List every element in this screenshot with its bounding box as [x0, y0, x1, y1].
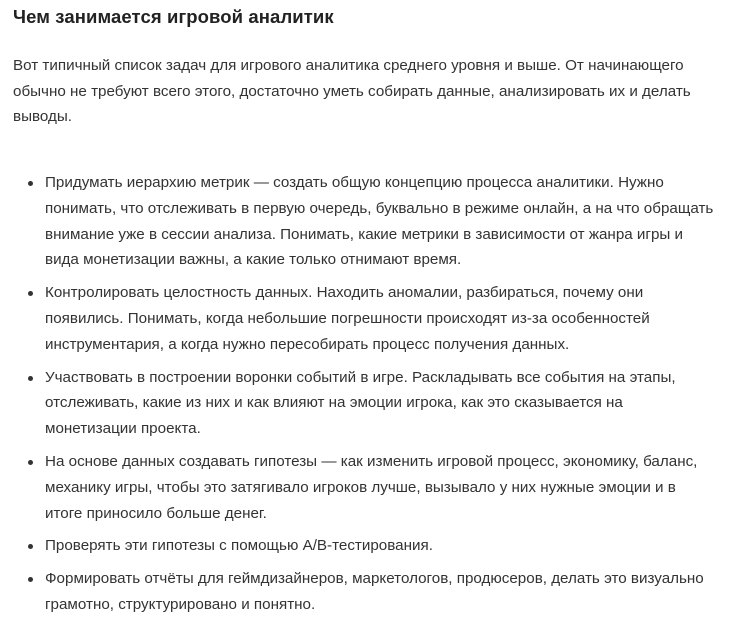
intro-paragraph — [13, 53, 751, 130]
list-item-line: Проверять эти гипотезы с помощью A/B-тестирования. — [45, 537, 433, 555]
list-item-line: Формировать отчёты для геймдизайнеров, маркетологов, продюсеров, делать это визуально — [45, 570, 704, 588]
list-item — [13, 533, 753, 559]
list-item-line: Контролировать целостность данных. Находить аномалии, разбираться, почему они — [45, 284, 644, 302]
bullet-icon — [28, 577, 33, 582]
list-item-line: Придумать иерархию метрик — создать общую концепцию процесса аналитики. Нужно — [45, 174, 664, 191]
list-item-line: грамотно, структурировано и понятно. — [45, 595, 316, 613]
list-item-line: понимать, что отслеживать в первую очередь, буквально в режиме онлайн, а на что обращать — [45, 199, 714, 217]
list-item-line: инструментария, а когда нужно пересобирать процесс получения данных. — [45, 335, 570, 353]
bullet-icon — [28, 291, 33, 296]
list-item — [13, 566, 753, 618]
list-item-line: итоге приносило больше денег. — [45, 504, 267, 522]
intro-line: обычно не требуют всего этого, достаточно уметь собирать данные, анализировать их и делать — [13, 82, 691, 100]
list-item-line: монетизации проекта. — [45, 420, 201, 438]
bullet-icon — [28, 181, 33, 186]
bullet-icon — [28, 544, 33, 549]
intro-line: выводы. — [13, 108, 72, 125]
intro-line: Вот типичный список задач для игрового аналитика среднего уровня и выше. От начинающего — [13, 57, 684, 74]
list-item — [13, 449, 753, 526]
list-item — [13, 365, 753, 442]
list-item-line: появились. Понимать, когда небольшие погрешности происходят из-за особенностей — [45, 309, 650, 327]
list-item-line: отслеживать, какие из них и как влияют на эмоции игрока, как это сказывается на — [45, 394, 623, 412]
list-item-line: вида монетизации важны, а какие только отнимают время. — [45, 251, 462, 269]
bullet-icon — [28, 460, 33, 465]
list-item-line: На основе данных создавать гипотезы — как изменить игровой процесс, экономику, баланс, — [45, 452, 698, 470]
list-item-line: механику игры, чтобы это затягивало игроков лучше, вызывало у них нужные эмоции и в — [45, 478, 676, 496]
list-item-line: внимание уже в сессии анализа. Понимать, какие метрики в зависимости от жанра игры и — [45, 225, 684, 243]
list-item — [13, 280, 753, 357]
section-heading: Чем занимается игровой аналитик — [13, 6, 334, 27]
list-item-line: Участвовать в построении воронки событий в игре. Раскладывать все события на этапы, — [45, 368, 676, 386]
list-item — [13, 170, 753, 273]
task-list — [13, 170, 753, 625]
bullet-icon — [28, 376, 33, 381]
